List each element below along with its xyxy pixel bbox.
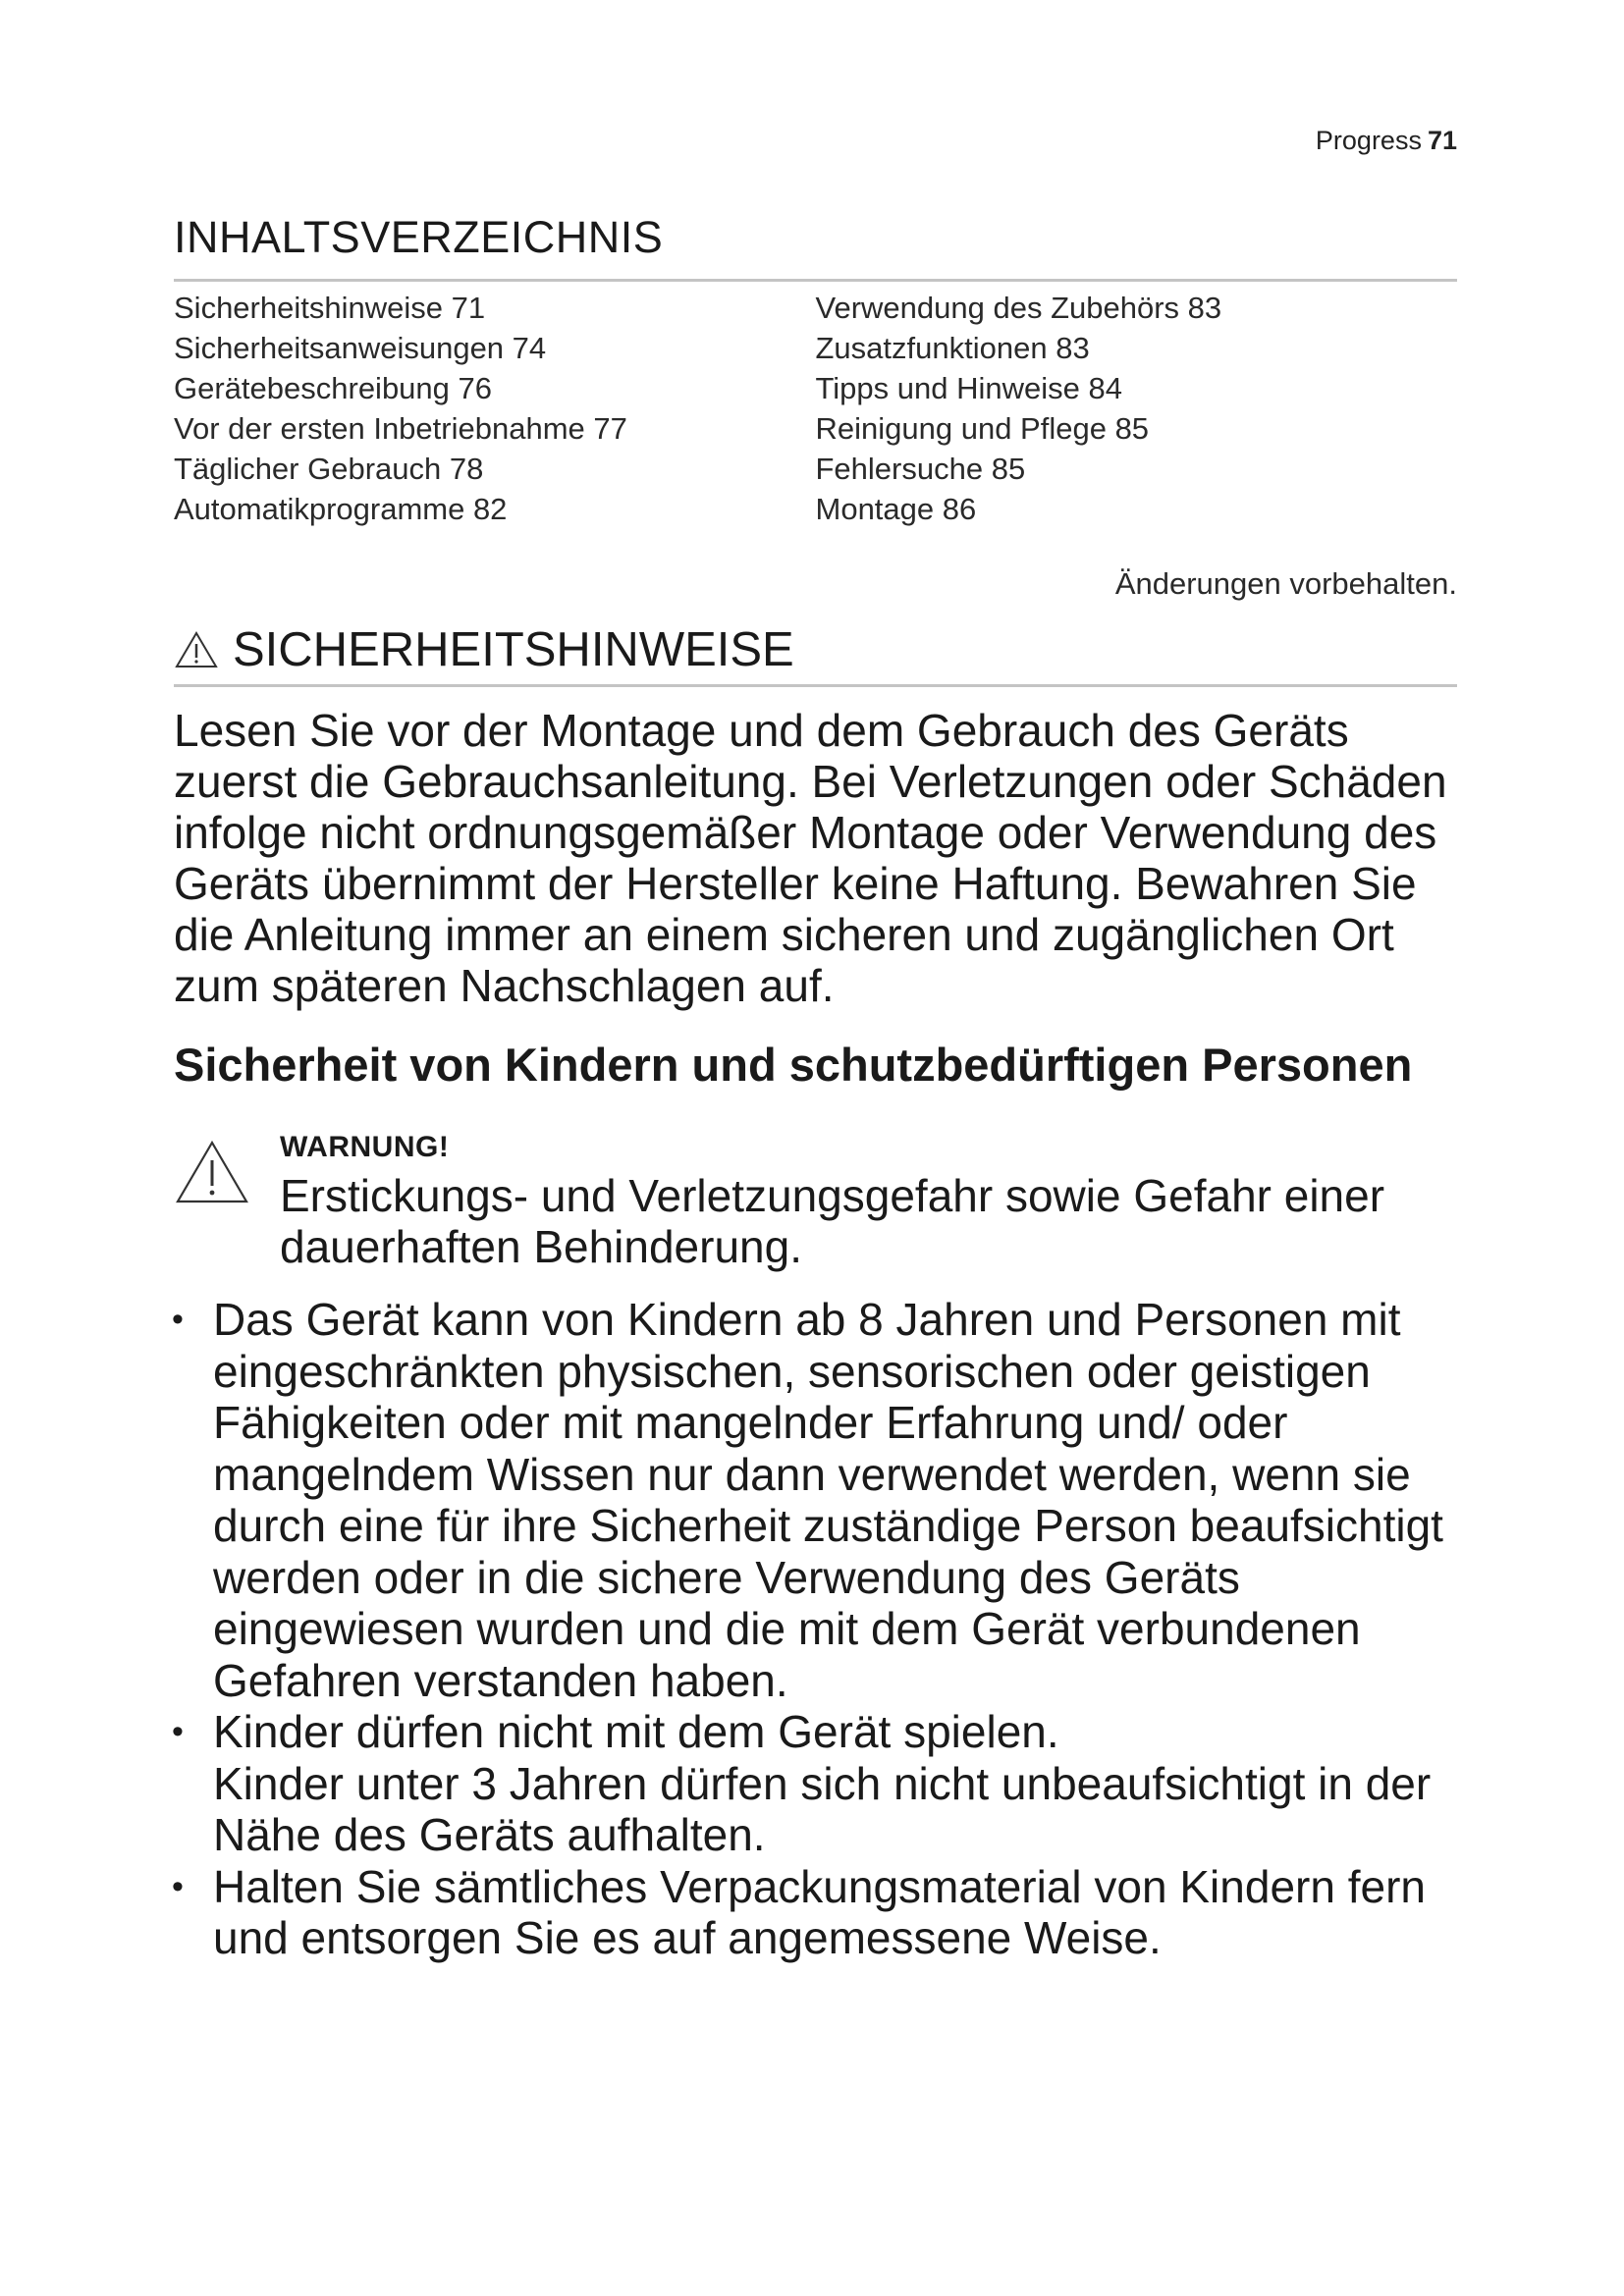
toc-column-right xyxy=(816,288,1458,529)
warning-text: Erstickungs- und Verletzungsgefahr sowie Gefahr einer dauerhaften Behinderung. xyxy=(280,1170,1385,1272)
toc-title: INHALTSVERZEICHNIS xyxy=(174,212,664,262)
toc-entry: Tipps und Hinweise 84 xyxy=(815,371,1122,405)
table-of-contents xyxy=(174,288,1457,529)
divider xyxy=(174,279,1457,282)
toc-column-left xyxy=(174,288,816,529)
list-item-subtext: Kinder unter 3 Jahren dürfen sich nicht unbeaufsichtigt in der Nähe des Geräts aufhalten. xyxy=(213,1757,1432,1860)
safety-list xyxy=(174,1294,1457,1964)
warning-box xyxy=(174,1131,1457,1272)
list-item-text: Halten Sie sämtliches Verpackungsmaterial von Kindern fern und entsorgen Sie es auf angemessene Weise. xyxy=(213,1860,1426,1963)
warning-content xyxy=(280,1131,1457,1272)
toc-entry: Sicherheitshinweise 71 xyxy=(174,291,486,325)
section-title-text: SICHERHEITSHINWEISE xyxy=(233,623,794,676)
toc-entry: Vor der ersten Inbetriebnahme 77 xyxy=(174,411,627,446)
subsection-heading: Sicherheit von Kindern und schutzbedürftigen Personen xyxy=(174,1039,1413,1091)
toc-entry: Zusatzfunktionen 83 xyxy=(815,331,1090,365)
brand-name: Progress xyxy=(1315,126,1422,155)
toc-entry: Gerätebeschreibung 76 xyxy=(174,371,493,405)
toc-entry: Reinigung und Pflege 85 xyxy=(815,411,1150,446)
intro-paragraph: Lesen Sie vor der Montage und dem Gebrauch des Geräts zuerst die Gebrauchsanleitung. Bei Verletzungen oder Schäden infolge nicht ordnungsgemäßer Montage oder Verwendung des Geräts übernimmt der Hersteller keine Haftung. Bewahren Sie die Anleitung immer an einem sicheren und zugänglichen Ort zum späteren Nachschlagen auf. xyxy=(174,705,1447,1011)
toc-entry: Automatikprogramme 82 xyxy=(174,492,508,526)
list-item xyxy=(174,1706,1457,1861)
toc-entry: Fehlersuche 85 xyxy=(815,452,1026,486)
list-item-text: Kinder dürfen nicht mit dem Gerät spielen. xyxy=(213,1706,1059,1757)
divider xyxy=(174,684,1457,687)
warning-triangle-icon xyxy=(174,1139,250,1205)
changes-note: Änderungen vorbehalten. xyxy=(1114,566,1457,601)
warning-label: WARNUNG! xyxy=(280,1131,450,1163)
toc-entry: Täglicher Gebrauch 78 xyxy=(174,452,484,486)
page-number: 71 xyxy=(1427,126,1457,155)
list-item-text: Das Gerät kann von Kindern ab 8 Jahren und Personen mit eingeschränkten physischen, sensorischen oder geistigen Fähigkeiten oder mit mangelnder Erfahrung und/ oder mangelndem Wissen nur dann verwendet werden, wenn sie durch eine für ihre Sicherheit zuständige Person beaufsichtigt werden oder in die sichere Verwendung des Geräts eingewiesen wurden und die mit dem Gerät verbundenen Gefahren verstanden haben. xyxy=(213,1294,1443,1706)
list-item xyxy=(174,1861,1457,1964)
warning-triangle-icon xyxy=(174,630,219,669)
page-header xyxy=(1316,126,1457,156)
toc-entry: Montage 86 xyxy=(815,492,977,526)
list-item xyxy=(174,1294,1457,1706)
toc-entry: Verwendung des Zubehörs 83 xyxy=(815,291,1222,325)
section-title xyxy=(174,617,1457,682)
page-content xyxy=(174,206,1457,1964)
toc-entry: Sicherheitsanweisungen 74 xyxy=(174,331,547,365)
